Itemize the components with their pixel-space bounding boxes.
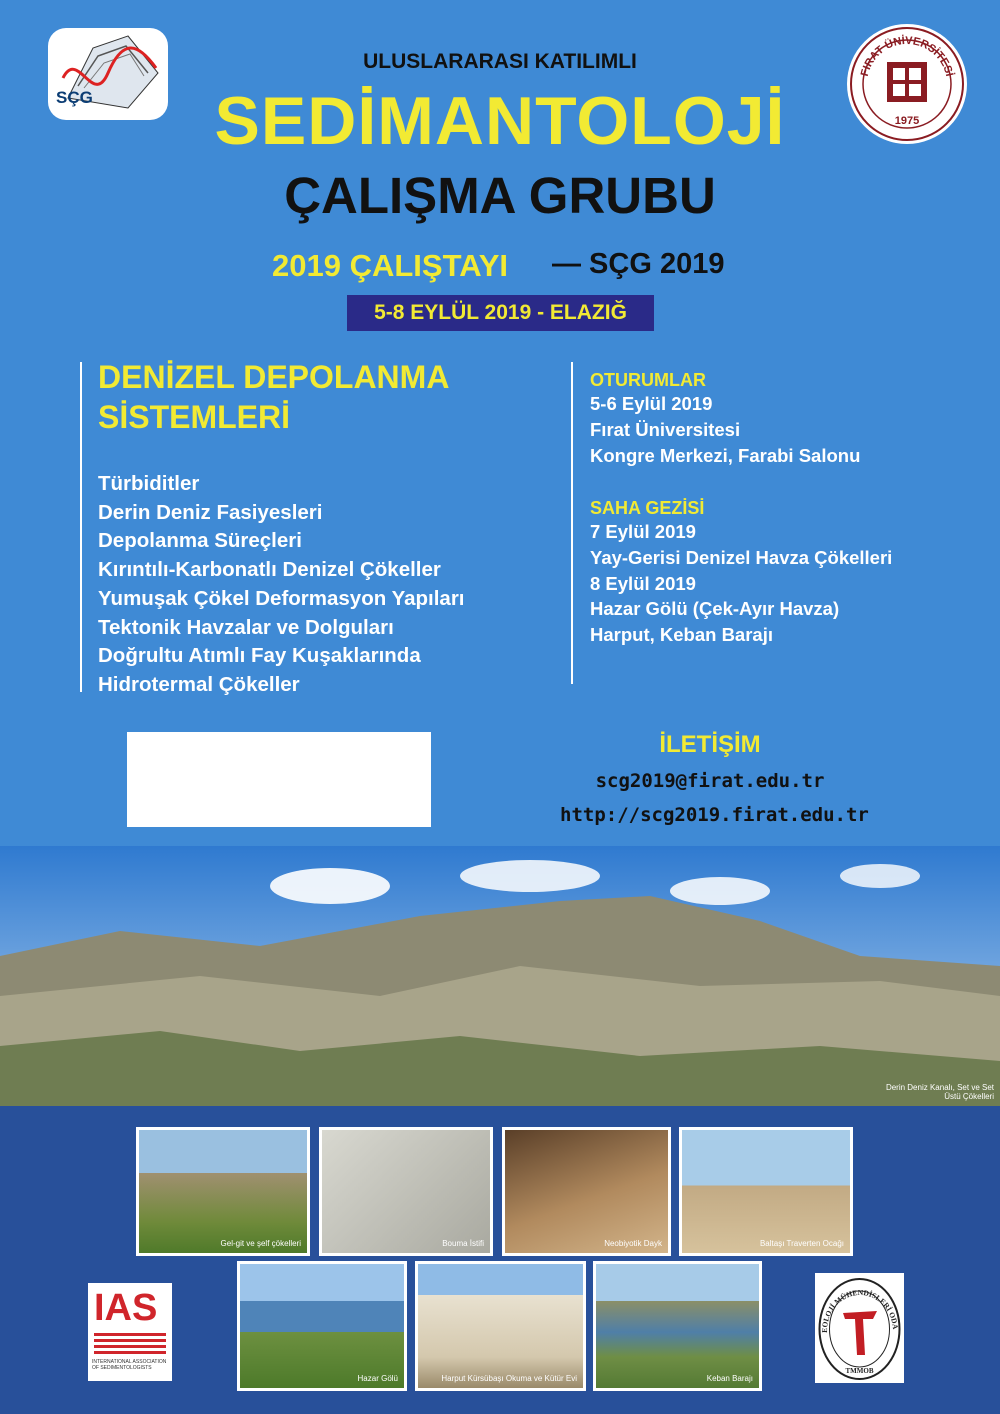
- ias-full-name: INTERNATIONAL ASSOCIATION OF SEDIMENTOLOGISTS: [92, 1359, 167, 1371]
- field-trip-line: 7 Eylül 2019: [590, 521, 696, 542]
- topic-item: Depolanma Süreçleri: [98, 529, 302, 553]
- photo-caption: Baltaşı Traverten Ocağı: [759, 1239, 844, 1248]
- photo-caption: Keban Barajı: [706, 1374, 753, 1383]
- topic-list: [98, 470, 465, 700]
- topic-item: Türbiditler: [98, 472, 200, 495]
- panorama-photo: [0, 846, 1000, 1106]
- topic-item: Kırıntılı-Karbonatlı Denizel Çökeller: [98, 558, 441, 582]
- jmo-logo: [815, 1273, 904, 1383]
- university-seal-graphic: [847, 24, 967, 144]
- sessions-block: [590, 370, 860, 468]
- firat-university-seal: [847, 24, 967, 144]
- sessions-line: Fırat Üniversitesi: [590, 418, 741, 440]
- contact-url[interactable]: http://scg2019.firat.edu.tr: [560, 804, 869, 826]
- sessions-heading: OTURUMLAR: [590, 370, 706, 390]
- photo-harput-culture-house: [415, 1261, 586, 1391]
- photo-travertine-quarry: [679, 1127, 853, 1256]
- contact-email[interactable]: scg2019@firat.edu.tr: [595, 770, 825, 792]
- field-trip-line: Hazar Gölü (Çek-Ayır Havza): [590, 598, 840, 620]
- photo-caption: Gel-git ve şelf çökelleri: [220, 1239, 301, 1248]
- topic-item: Hidrotermal Çökeller: [98, 672, 300, 696]
- panorama-caption: Derin Deniz Kanalı, Set ve Set Üstü Çökelleri: [885, 1083, 994, 1101]
- university-ring-text: FIRAT ÜNİVERSİTESİ: [858, 34, 956, 78]
- photo-keban-dam: [593, 1261, 762, 1391]
- workshop-title: 2019 ÇALIŞTAYI: [272, 248, 509, 283]
- workshop-code: — SÇG 2019: [552, 248, 725, 280]
- photo-hazar-lake: [237, 1261, 407, 1391]
- contact-heading: İLETİŞİM: [659, 731, 761, 758]
- photo-caption: Neobiyotik Dayk: [604, 1239, 662, 1248]
- subtitle: ULUSLARARASI KATILIMLI: [363, 50, 637, 73]
- field-trip-line: 8 Eylül 2019: [590, 572, 696, 594]
- photo-caption: Hazar Gölü: [357, 1374, 398, 1383]
- sessions-line: 5-6 Eylül 2019: [590, 393, 713, 414]
- sessions-line: Kongre Merkezi, Farabi Salonu: [590, 444, 861, 466]
- field-trip-line: Harput, Keban Barajı: [590, 624, 773, 646]
- jmo-bottom-text: TMMOB: [845, 1367, 874, 1375]
- right-divider: [571, 362, 573, 684]
- theme-title: DENİZEL DEPOLANMA SİSTEMLERİ: [98, 359, 449, 435]
- left-divider: [80, 362, 82, 692]
- photo-caption: Harput Kürsübaşı Okuma ve Kütür Evi: [441, 1374, 577, 1383]
- scg-logo-text: SÇG: [56, 88, 93, 107]
- topic-item: Doğrultu Atımlı Fay Kuşaklarında: [98, 644, 421, 668]
- title-sub: ÇALIŞMA GRUBU: [284, 167, 716, 224]
- photo-bouma-sequence: [319, 1127, 493, 1256]
- ias-abbreviation: IAS: [94, 1287, 158, 1329]
- jmo-ring-text: EOLOJİ MÜHENDİSLERİ ODA: [819, 1287, 901, 1333]
- university-year: 1975: [894, 115, 920, 127]
- photo-tidal-shelf: [136, 1127, 310, 1256]
- field-trip-line: Yay-Gerisi Denizel Havza Çökelleri: [590, 546, 893, 568]
- panorama-graphic: [0, 846, 1000, 1106]
- field-trip-heading: SAHA GEZİSİ: [590, 498, 705, 518]
- photo-caption: Bouma İstifi: [442, 1239, 484, 1248]
- date-location-banner: 5-8 EYLÜL 2019 - ELAZIĞ: [347, 295, 654, 331]
- topic-item: Yumuşak Çökel Deformasyon Yapıları: [98, 586, 465, 610]
- topic-item: Tektonik Havzalar ve Dolguları: [98, 615, 394, 639]
- title-main: SEDİMANTOLOJİ: [214, 83, 786, 159]
- blank-white-box: [127, 732, 431, 827]
- field-trip-block: [590, 498, 892, 648]
- photo-neobiotic-dyke: [502, 1127, 671, 1256]
- topic-item: Derin Deniz Fasiyesleri: [98, 500, 323, 524]
- jmo-seal-graphic: [815, 1273, 904, 1383]
- ias-logo: [88, 1283, 172, 1381]
